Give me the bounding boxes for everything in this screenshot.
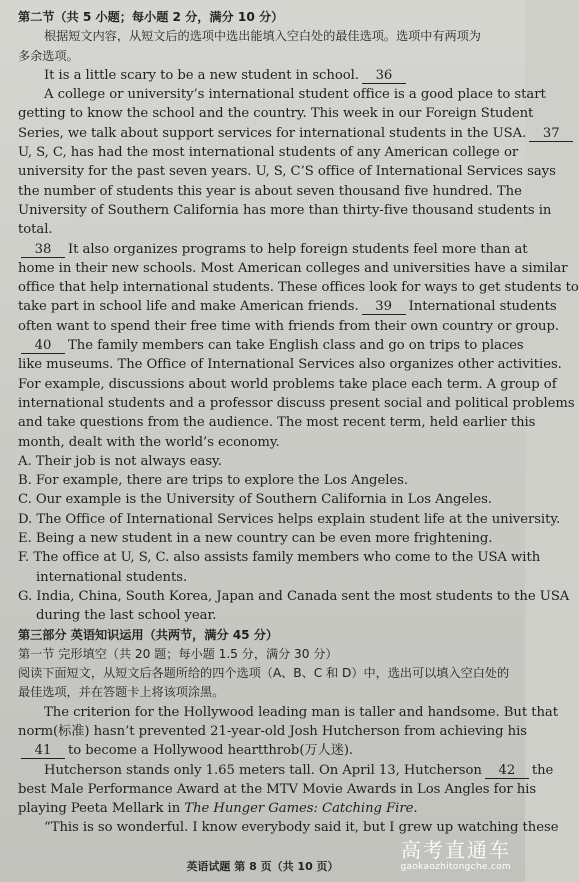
cloze-line: norm(标准) hasn’t prevented 21-year-old Josh Hutcherson from achieving his	[18, 723, 527, 739]
watermark-logo	[401, 838, 511, 873]
blank-42: 42	[485, 763, 529, 779]
section2-heading: 第二节（共 5 小题；每小题 2 分，满分 10 分）	[18, 10, 284, 24]
passage-line: For example, discussions about world problems take place each term. A group of	[18, 376, 557, 392]
cloze-line	[18, 741, 503, 760]
part3-heading: 第三部分 英语知识运用（共两节，满分 45 分）	[18, 627, 279, 642]
passage-line	[18, 66, 503, 85]
cloze-line	[18, 799, 503, 818]
passage-text: It also organizes programs to help foreign students feel more than at	[68, 241, 528, 257]
part3-sub-heading: 第一节 完形填空（共 20 题；每小题 1.5 分，满分 30 分）	[18, 646, 338, 661]
cloze-text: Hutcherson stands only 1.65 meters tall. On April 13, Hutcherson	[44, 762, 482, 778]
passage-line: home in their new schools. Most American colleges and universities have a similar	[18, 260, 568, 276]
page-footer: 英语试题 第 8 页（共 10 页）	[186, 860, 339, 873]
blank-37: 37	[529, 126, 573, 142]
passage-line: U, S, C, has had the most international students of any American college or	[18, 145, 519, 161]
passage-line: university for the past seven years. U, S, C’S office of International Services says	[18, 164, 556, 180]
passage-text: The family members can take English class and go on trips to places	[68, 338, 524, 354]
section2-instruction-cont: 多余选项。	[18, 48, 79, 63]
passage-text: International students	[408, 299, 557, 315]
option-d: D. The Office of International Services helps explain student life at the university.	[18, 511, 561, 527]
option-e: E. Being a new student in a new country can be even more frightening.	[18, 531, 493, 547]
blank-41: 41	[21, 743, 65, 759]
passage-line: often want to spend their free time with friends from their own country or group.	[18, 318, 560, 334]
cloze-text: playing Peeta Mellark in	[18, 801, 181, 817]
passage-line: A college or university’s international student office is a good place to start	[44, 87, 546, 103]
part3-instruction-cont: 最佳选项，并在答题卡上将该项涂黑。	[18, 685, 225, 700]
passage-line: and take questions from the audience. The most recent term, held earlier this	[18, 415, 536, 431]
passage-text: take part in school life and make American friends.	[18, 299, 359, 315]
passage-line: office that help international students. These offices look for ways to get students to	[18, 280, 579, 296]
passage-text: It is a little scary to be a new student in school.	[44, 67, 359, 83]
option-g: G. India, China, South Korea, Japan and Canada sent the most students to the USA	[18, 588, 570, 604]
passage-line	[18, 124, 560, 143]
passage-line: the number of students this year is about seven thousand five hundred. The	[18, 183, 522, 199]
option-g-cont: during the last school year.	[36, 608, 217, 624]
passage-line: like museums. The Office of International Services also organizes other activities.	[18, 357, 562, 373]
passage-line	[18, 297, 557, 316]
cloze-line: best Male Performance Award at the MTV Movie Awards in Los Angles for his	[18, 781, 537, 797]
passage-line: international students and a professor discuss present social and political problems	[18, 395, 575, 411]
passage-line: month, dealt with the world’s economy.	[18, 434, 280, 450]
section2-instruction: 根据短文内容，从短文后的选项中选出能填入空白处的最佳选项。选项中有两项为	[44, 29, 481, 44]
blank-38: 38	[21, 242, 65, 258]
option-c: C. Our example is the University of Southern California in Los Angeles.	[18, 492, 492, 508]
passage-line	[18, 240, 528, 259]
cloze-text: to become a Hollywood heartthrob(万人迷).	[68, 743, 354, 759]
passage-line	[18, 336, 524, 355]
cloze-line: The criterion for the Hollywood leading man is taller and handsome. But that	[44, 704, 558, 720]
option-f-cont: international students.	[36, 569, 188, 585]
blank-40: 40	[21, 338, 65, 354]
passage-line: total.	[18, 222, 53, 238]
blank-36: 36	[362, 68, 406, 84]
blank-39: 39	[362, 299, 406, 315]
option-b: B. For example, there are trips to explore the Los Angeles.	[18, 473, 408, 489]
movie-title: The Hunger Games: Catching Fire.	[184, 801, 418, 817]
cloze-line: “This is so wonderful. I know everybody said it, but I grew up watching these	[44, 820, 559, 836]
passage-line: University of Southern California has more than thirty-five thousand students in	[18, 202, 552, 218]
cloze-line	[18, 761, 554, 780]
cloze-text: the	[531, 762, 554, 778]
option-f: F. The office at U, S, C. also assists family members who come to the USA with	[18, 550, 541, 566]
passage-text: Series, we talk about support services for international students in the USA.	[18, 125, 527, 141]
option-a: A. Their job is not always easy.	[18, 453, 222, 469]
part3-instruction: 阅读下面短文，从短文后各题所给的四个选项（A、B、C 和 D）中，选出可以填入空白处的	[18, 666, 510, 681]
watermark-title: 高考直通车	[401, 838, 511, 862]
watermark-url: gaokaozhitongche.com	[400, 862, 511, 872]
passage-line: getting to know the school and the country. This week in our Foreign Student	[18, 106, 534, 122]
